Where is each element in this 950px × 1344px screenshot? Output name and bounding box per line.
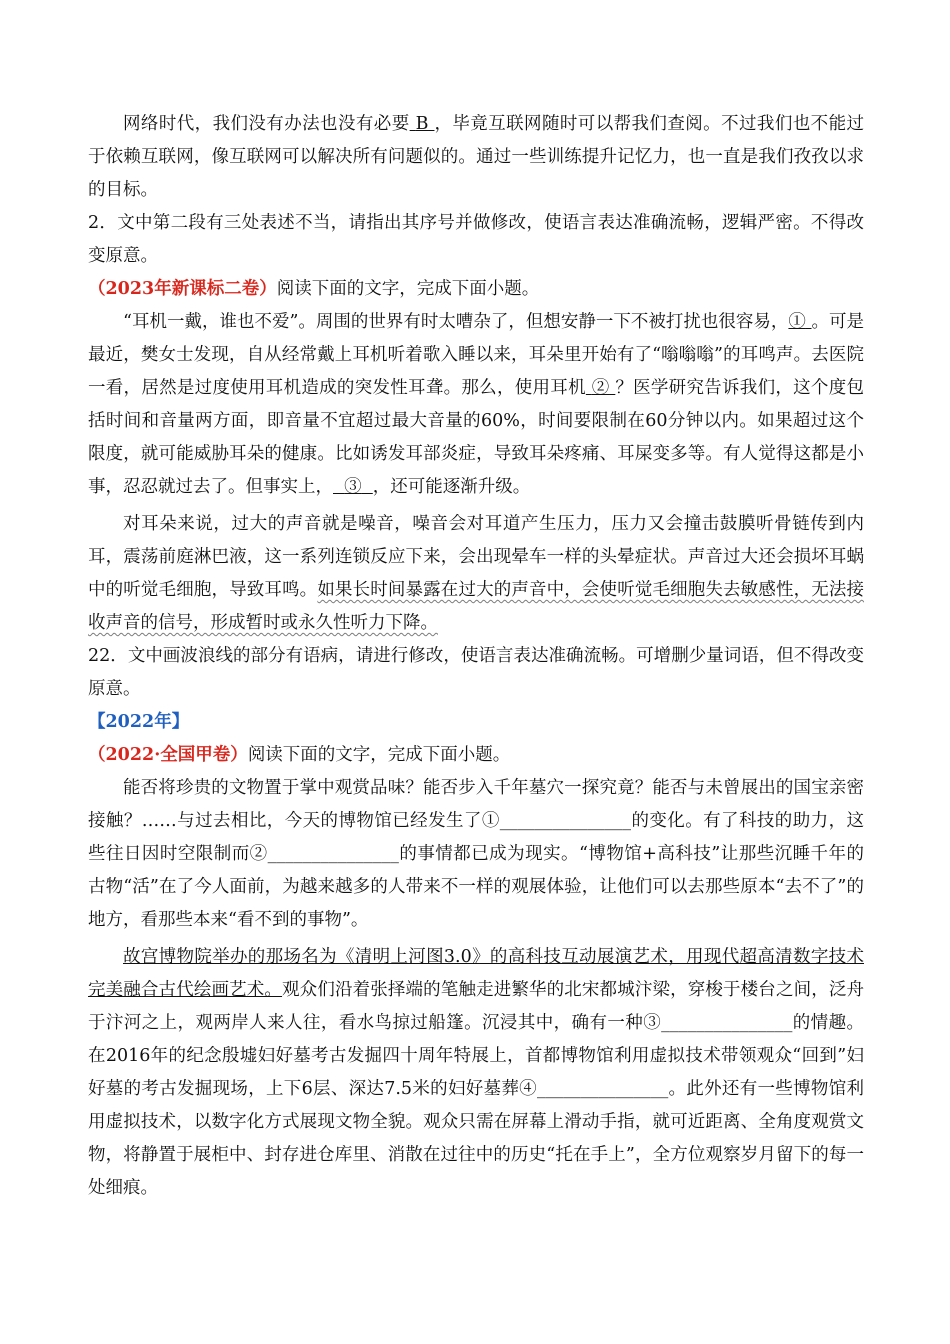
paragraph-museum-tech: 能否将珍贵的文物置于掌中观赏品味？能否步入千年墓穴一探究竟？能否与未曾展出的国宝亲密接触？……与过去相比，今天的博物馆已经发生了①_______________的变化。有了科技的助力，这些往日因时空限制而②_______________的事情都已成为现实。“博物馆+高科技”让那些沉睡千年的古物“活”在了今人面前，为越来越多的人带来不一样的观展体验，让他们可以去那些原本“去不了”的地方，看那些本来“看不到的事物”。 (88, 778, 864, 930)
blank-1: ① (788, 312, 806, 332)
blank-2: ② (591, 378, 610, 398)
source-tag-2022: （2022·全国甲卷） (88, 745, 248, 765)
document-page (88, 108, 864, 1205)
paragraph-network-era: 网络时代，我们没有办法也没有必要 B ，毕竟互联网随时可以帮我们查阅。不过我们也不能过于依赖互联网，像互联网可以解决所有问题似的。通过一些训练提升记忆力，也一直是我们孜孜以求的目标。 (88, 114, 864, 200)
source-tag-2023: （2023年新课标二卷） (88, 279, 277, 299)
source-line-2022: （2022·全国甲卷）阅读下面的文字，完成下面小题。 (88, 745, 511, 765)
blank-3: ③ (344, 477, 362, 497)
wavy-underlined-sentence: 如果长时间暴露在过大的声音中，会使听觉毛细胞失去敏感性，无法接收声音的信号，形成暂时或永久性听力下降。 (88, 580, 865, 633)
source-line-2023: （2023年新课标二卷）阅读下面的文字，完成下面小题。 (88, 279, 540, 299)
paragraph-earphones: “耳机一戴，谁也不爱”。周围的世界有时太嘈杂了，但想安静一下不被打扰也很容易，① 。可是最近，樊女士发现，自从经常戴上耳机听着歌入睡以来，耳朵里开始有了“嗡嗡嗡”的耳鸣声。去医院一看，居然是过度使用耳机造成的突发性耳聋。那么，使用耳机 ② ？医学研究告诉我们，这个度包括时间和音量两方面，即音量不宜超过最大音量的60%，时间要限制在60分钟以内。如果超过这个限度，就可能威胁耳朵的健康。比如诱发耳部炎症，导致耳朵疼痛、耳屎变多等。有人觉得这都是小事，忍忍就过去了。但事实上， ③ ，还可能逐渐升级。 (88, 312, 865, 497)
year-heading-2022: 【2022年】 (88, 712, 190, 732)
paragraph-ear-noise: 对耳朵来说，过大的声音就是噪音，噪音会对耳道产生压力，压力又会撞击鼓膜听骨链传到内耳，震荡前庭淋巴液，这一系列连锁反应下来，会出现晕车一样的头晕症状。声音过大还会损坏耳蜗中的听觉毛细胞，导致耳鸣。如果长时间暴露在过大的声音中，会使听觉毛细胞失去敏感性，无法接收声音的信号，形成暂时或永久性听力下降。 (88, 514, 865, 633)
blank-answer-b: B (415, 114, 429, 134)
question-22: 22．文中画波浪线的部分有语病，请进行修改，使语言表达准确流畅。可增删少量词语，但不得改变原意。 (88, 646, 864, 699)
paragraph-palace-museum: 故宫博物院举办的那场名为《清明上河图3.0》的高科技互动展演艺术，用现代超高清数字技术完美融合古代绘画艺术。观众们沿着张择端的笔触走进繁华的北宋都城汴梁，穿梭于楼台之间，泛舟于汴河之上，观两岸人来人往，看水鸟掠过船篷。沉浸其中，确有一种③_______________的情趣。在2016年的纪念殷墟妇好墓考古发掘四十周年特展上，首都博物馆利用虚拟技术带领观众“回到”妇好墓的考古发掘现场，上下6层、深达7.5米的妇好墓葬④_______________。此外还有一些博物馆利用虚拟技术，以数字化方式展现文物全貌。观众只需在屏幕上滑动手指，就可近距离、全角度观赏文物，将静置于展柜中、封存进仓库里、消散在过往中的历史“托在手上”，全方位观察岁月留下的每一处细痕。 (88, 947, 865, 1198)
underlined-sentence: 故宫博物院举办的那场名为《清明上河图3.0》的高科技互动展演艺术，用现代超高清数字技术完美融合古代绘画艺术。 (88, 947, 864, 1000)
question-2: 2．文中第二段有三处表述不当，请指出其序号并做修改，使语言表达准确流畅，逻辑严密。不得改变原意。 (88, 213, 864, 266)
